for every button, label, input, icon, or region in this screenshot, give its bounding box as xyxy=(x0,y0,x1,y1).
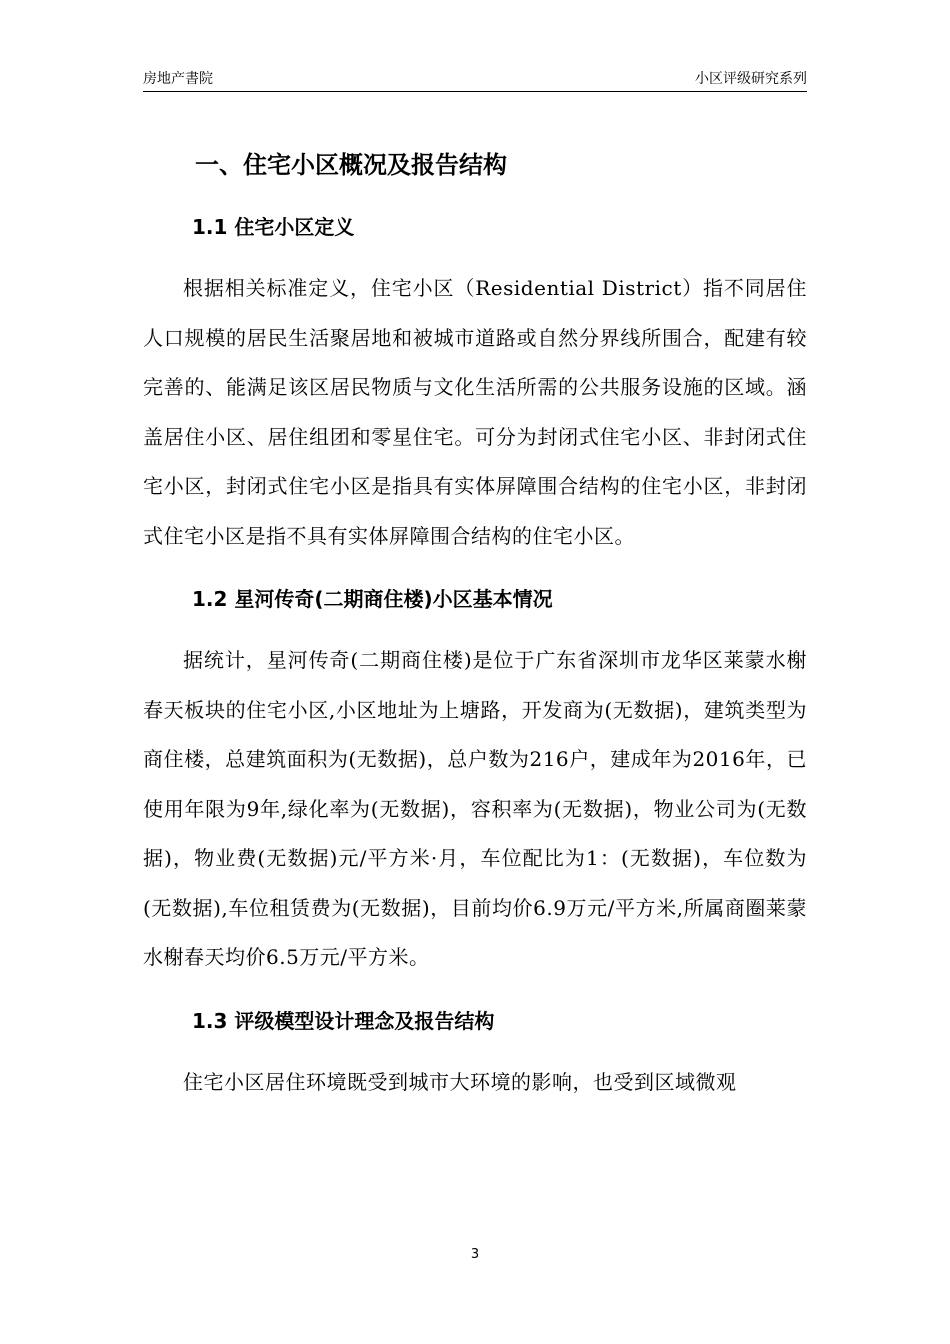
subsection-title-1-3: 1.3 评级模型设计理念及报告结构 xyxy=(192,1008,495,1033)
page-header xyxy=(143,66,807,92)
section-title: 一、住宅小区概况及报告结构 xyxy=(195,151,507,179)
document-body xyxy=(143,140,807,1107)
header-series-title: 小区评级研究系列 xyxy=(695,71,807,87)
subsection-title-1-1: 1.1 住宅小区定义 xyxy=(192,215,355,239)
paragraph-model-design: 住宅小区居住环境既受到城市大环境的影响，也受到区域微观 xyxy=(183,1069,737,1094)
page-number: 3 xyxy=(470,1247,480,1262)
header-publisher: 房地产書院 xyxy=(143,71,213,87)
paragraph-basic-info: 据统计，星河传奇(二期商住楼)是位于广东省深圳市龙华区莱蒙水榭春天板块的住宅小区,小区地址为上塘路，开发商为(无数据)，建筑类型为商住楼，总建筑面积为(无数据)，总户数为216户，建成年为2016年，已使用年限为9年,绿化率为(无数据)，容积率为(无数据)，物业公司为(无数据)，物业费(无数据)元/平方米·月，车位配比为1：(无数据)，车位数为(无数据),车位租赁费为(无数据)，目前均价6.9万元/平方米,所属商圈莱蒙水榭春天均价6.5万元/平方米。 xyxy=(143,648,807,969)
subsection-title-1-2: 1.2 星河传奇(二期商住楼)小区基本情况 xyxy=(192,587,553,611)
paragraph-definition: 根据相关标准定义，住宅小区（Residential District）指不同居住人口规模的居民生活聚居地和被城市道路或自然分界线所围合，配建有较完善的、能满足该区居民物质与文化生活所需的公共服务设施的区域。涵盖居住小区、居住组团和零星住宅。可分为封闭式住宅小区、非封闭式住宅小区，封闭式住宅小区是指具有实体屏障围合结构的住宅小区，非封闭式住宅小区是指不具有实体屏障围合结构的住宅小区。 xyxy=(143,276,807,548)
